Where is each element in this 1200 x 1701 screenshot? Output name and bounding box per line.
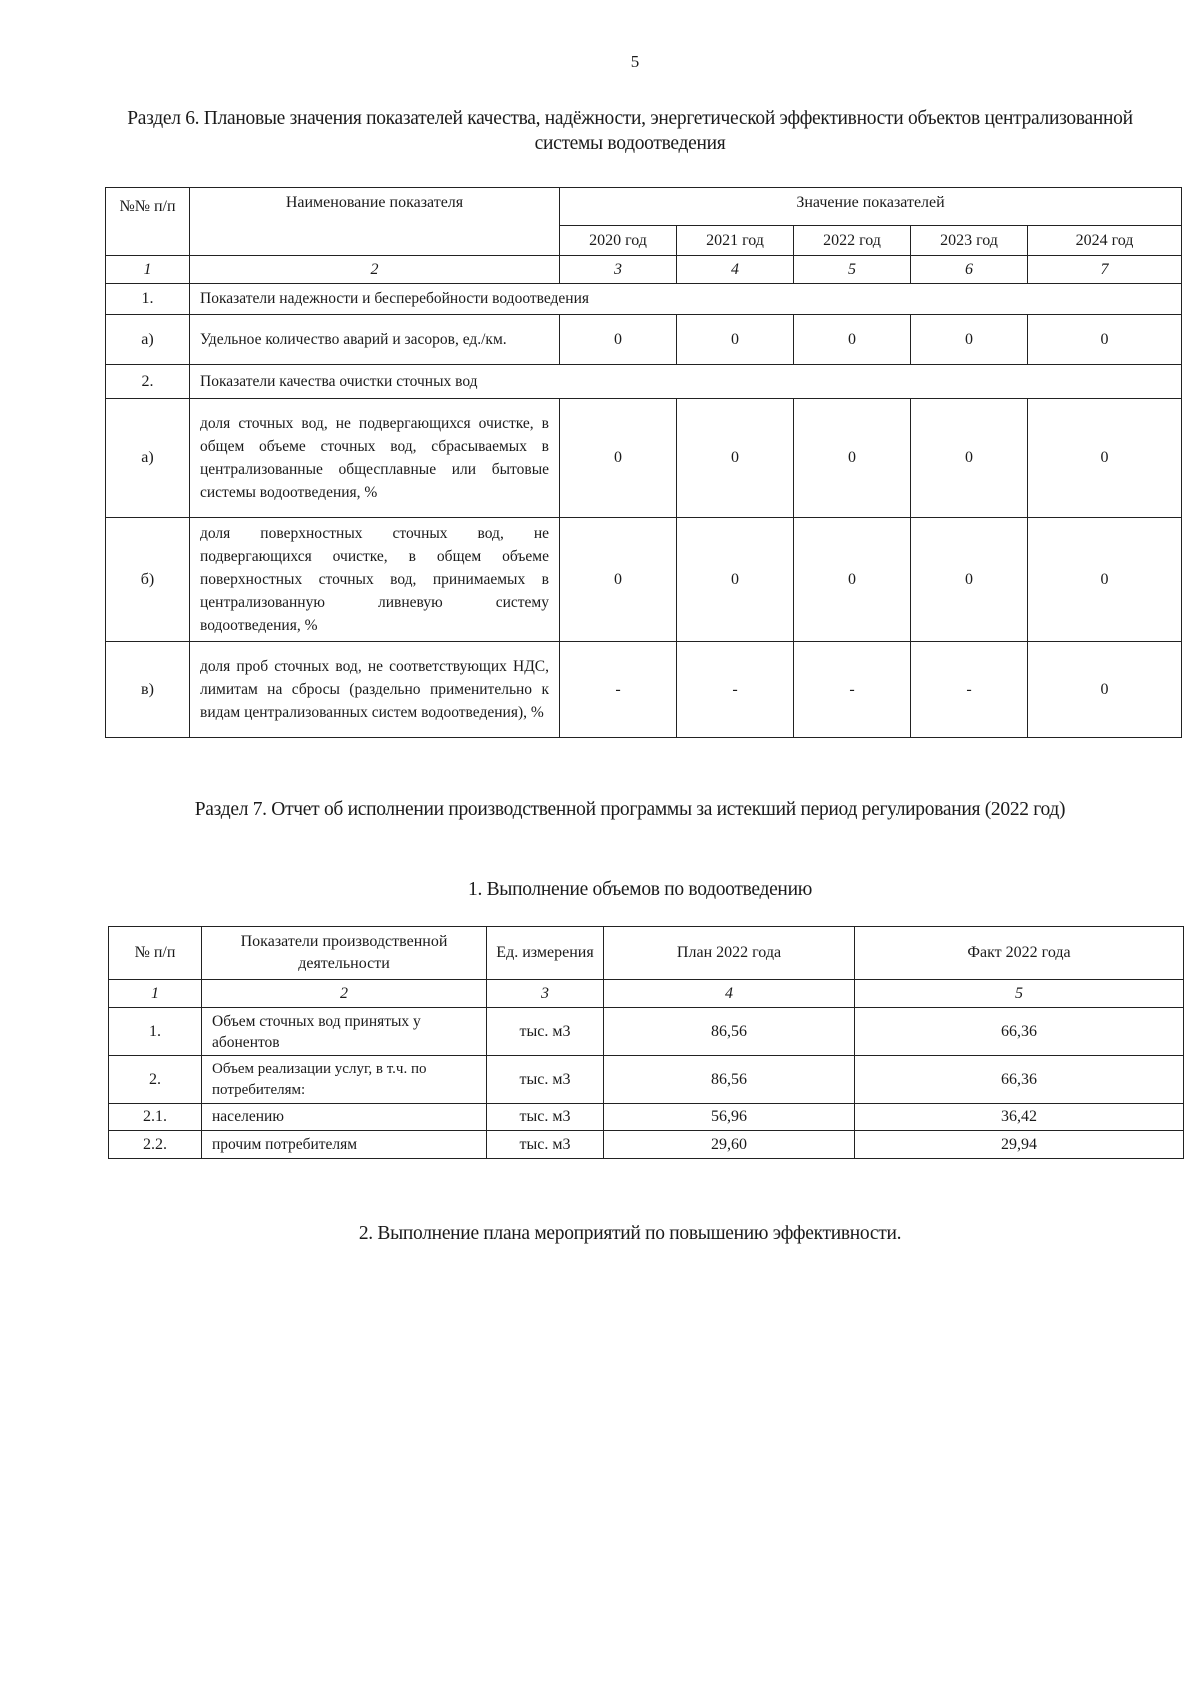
row-fact: 66,36 [855,1008,1184,1056]
row-num: а) [106,315,190,365]
row-unit: тыс. м3 [487,1008,604,1056]
column-number: 4 [604,980,855,1008]
row-value: 0 [794,518,911,642]
column-number: 1 [109,980,202,1008]
row-num: 1. [106,284,190,315]
header-year: 2022 год [794,226,911,256]
table-row [106,518,1182,642]
table-row [106,284,1182,315]
column-number: 7 [1028,256,1182,284]
section-7-subtitle-1: 1. Выполнение объемов по водоотведению [468,879,812,900]
header-year: 2023 год [911,226,1028,256]
row-plan: 86,56 [604,1008,855,1056]
header-num: №№ п/п [106,188,190,256]
row-num: 2.2. [109,1131,202,1159]
row-value: - [677,642,794,738]
row-value: 0 [1028,642,1182,738]
row-value: 0 [911,518,1028,642]
header-year: 2024 год [1028,226,1182,256]
row-name: Объем реализации услуг, в т.ч. по потребителям: [202,1056,487,1104]
row-num: 1. [109,1008,202,1056]
row-fact: 66,36 [855,1056,1184,1104]
row-fact: 36,42 [855,1104,1184,1131]
column-number: 3 [487,980,604,1008]
header-values: Значение показателей [560,188,1182,226]
row-name: доля сточных вод, не подвергающихся очистке, в общем объеме сточных вод, сбрасываемых в централизованные общесплавные или бытовые системы водоотведения, % [190,399,560,518]
table-row [109,1008,1184,1056]
row-unit: тыс. м3 [487,1131,604,1159]
row-name: доля поверхностных сточных вод, не подвергающихся очистке, в общем объеме поверхностных сточных вод, принимаемых в централизованную ливневую систему водоотведения, % [190,518,560,642]
table-row [106,642,1182,738]
group-title: Показатели надежности и бесперебойности водоотведения [190,284,1182,315]
row-plan: 56,96 [604,1104,855,1131]
row-value: 0 [677,315,794,365]
row-value: 0 [1028,399,1182,518]
section-7-subtitle-2: 2. Выполнение плана мероприятий по повышению эффективности. [358,1223,902,1244]
group-title: Показатели качества очистки сточных вод [190,365,1182,399]
column-number: 4 [677,256,794,284]
header-name: Показатели производственной деятельности [202,927,487,980]
section-7-table [108,926,1184,1159]
table-row [106,315,1182,365]
row-num: 2. [109,1056,202,1104]
row-plan: 29,60 [604,1131,855,1159]
table-header-row [109,927,1184,980]
row-value: 0 [677,518,794,642]
column-numbers-row [106,256,1182,284]
row-value: 0 [1028,315,1182,365]
column-numbers-row [109,980,1184,1008]
table-row [109,1131,1184,1159]
column-number: 5 [855,980,1184,1008]
column-number: 5 [794,256,911,284]
row-unit: тыс. м3 [487,1104,604,1131]
header-num: № п/п [109,927,202,980]
row-name: населению [202,1104,487,1131]
page-number: 5 [630,52,640,71]
table-row [106,365,1182,399]
table-row [109,1056,1184,1104]
row-value: 0 [794,315,911,365]
row-value: - [794,642,911,738]
row-value: 0 [560,518,677,642]
row-value: 0 [911,399,1028,518]
column-number: 3 [560,256,677,284]
table-header-row [106,188,1182,226]
row-name: Объем сточных вод принятых у абонентов [202,1008,487,1056]
row-name: Удельное количество аварий и засоров, ед./км. [190,315,560,365]
row-fact: 29,94 [855,1131,1184,1159]
column-number: 6 [911,256,1028,284]
row-plan: 86,56 [604,1056,855,1104]
column-number: 1 [106,256,190,284]
column-number: 2 [202,980,487,1008]
row-num: б) [106,518,190,642]
row-value: 0 [794,399,911,518]
section-6-title: Раздел 6. Плановые значения показателей качества, надёжности, энергетической эффективности объектов централизованной системы водоотведения [127,108,1133,154]
table-row [109,1104,1184,1131]
row-value: 0 [560,399,677,518]
row-value: 0 [911,315,1028,365]
column-number: 2 [190,256,560,284]
row-name: доля проб сточных вод, не соответствующих НДС, лимитам на сбросы (раздельно применительно к видам централизованных систем водоотведения), % [190,642,560,738]
row-num: 2.1. [109,1104,202,1131]
header-year: 2020 год [560,226,677,256]
header-name: Наименование показателя [190,188,560,256]
section-7-title: Раздел 7. Отчет об исполнении производственной программы за истекший период регулирования (2022 год) [194,799,1066,820]
section-6-table [105,187,1182,738]
row-value: 0 [677,399,794,518]
table-row [106,399,1182,518]
header-plan: План 2022 года [604,927,855,980]
row-name: прочим потребителям [202,1131,487,1159]
header-unit: Ед. измерения [487,927,604,980]
row-unit: тыс. м3 [487,1056,604,1104]
row-num: а) [106,399,190,518]
row-value: 0 [1028,518,1182,642]
header-year: 2021 год [677,226,794,256]
row-value: - [911,642,1028,738]
row-value: 0 [560,315,677,365]
header-fact: Факт 2022 года [855,927,1184,980]
row-value: - [560,642,677,738]
row-num: в) [106,642,190,738]
row-num: 2. [106,365,190,399]
